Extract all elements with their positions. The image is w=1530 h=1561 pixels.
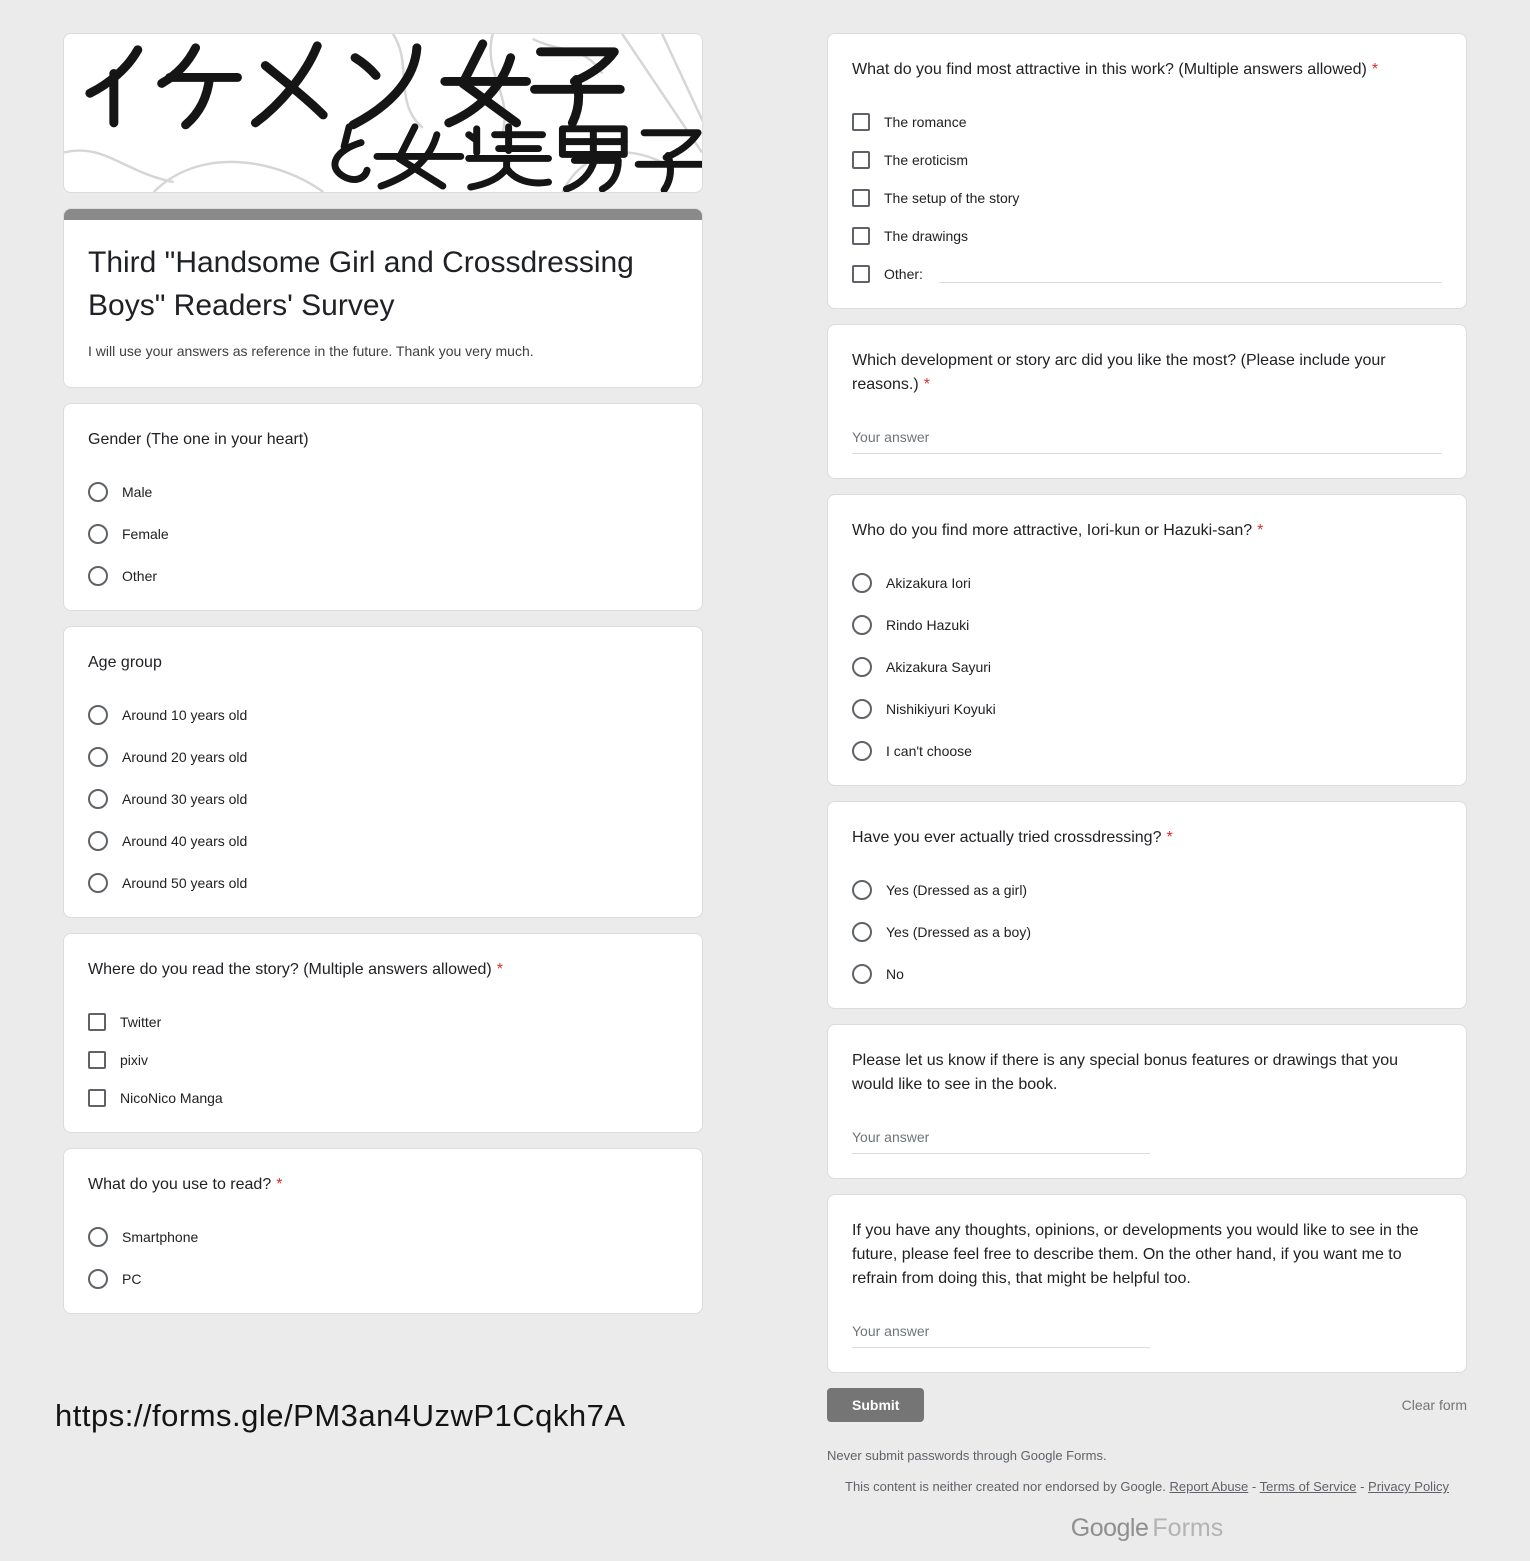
- checkbox-option-twitter[interactable]: Twitter: [88, 1012, 678, 1032]
- radio-option-age-40[interactable]: Around 40 years old: [88, 831, 678, 851]
- question-card-tried-crossdressing: [827, 801, 1467, 1009]
- short-answer-field[interactable]: [852, 1323, 1150, 1348]
- checkbox-option-other[interactable]: Other:: [852, 264, 1442, 284]
- answer-placeholder: Your answer: [852, 1323, 930, 1339]
- question-card-favorite-arc: [827, 324, 1467, 479]
- radio-option-yes-boy[interactable]: Yes (Dressed as a boy): [852, 922, 1442, 942]
- question-title: Age group: [88, 654, 162, 671]
- form-header-image: [63, 33, 703, 193]
- radio-icon[interactable]: [88, 747, 108, 767]
- radio-option-rindo-hazuki[interactable]: Rindo Hazuki: [852, 615, 1442, 635]
- question-title: Where do you read the story? (Multiple answers allowed) *: [88, 961, 503, 978]
- other-text-input[interactable]: [939, 265, 1442, 283]
- radio-icon[interactable]: [88, 1227, 108, 1247]
- short-answer-field[interactable]: [852, 429, 1442, 454]
- option-list: [88, 1227, 678, 1289]
- radio-option-cant-choose[interactable]: I can't choose: [852, 741, 1442, 761]
- question-card-where-read: [63, 933, 703, 1133]
- header-title-strokes: [90, 44, 620, 125]
- link-separator: -: [1251, 1479, 1257, 1494]
- form-title: Third "Handsome Girl and Crossdressing Boys" Readers' Survey: [88, 246, 634, 322]
- question-title: Have you ever actually tried crossdressing? *: [852, 829, 1173, 846]
- radio-option-male[interactable]: Male: [88, 482, 678, 502]
- question-card-device: [63, 1148, 703, 1314]
- checkbox-icon[interactable]: [852, 113, 870, 131]
- form-description: I will use your answers as reference in the future. Thank you very much.: [88, 343, 534, 359]
- required-asterisk: *: [1166, 829, 1173, 846]
- radio-option-nishikiyuri-koyuki[interactable]: Nishikiyuri Koyuki: [852, 699, 1442, 719]
- forms-logo-text: Forms: [1152, 1514, 1224, 1542]
- radio-icon[interactable]: [852, 741, 872, 761]
- report-abuse-link[interactable]: Report Abuse: [1169, 1479, 1249, 1494]
- question-title: Who do you find more attractive, Iori-kun or Hazuki-san? *: [852, 522, 1264, 539]
- radio-option-akizakura-sayuri[interactable]: Akizakura Sayuri: [852, 657, 1442, 677]
- submit-button[interactable]: Submit: [827, 1388, 924, 1422]
- question-card-most-attractive: [827, 33, 1467, 309]
- disclaimer-text: This content is neither created nor endorsed by Google.: [845, 1479, 1166, 1494]
- radio-icon[interactable]: [852, 657, 872, 677]
- required-asterisk: *: [1371, 61, 1379, 78]
- radio-option-female[interactable]: Female: [88, 524, 678, 544]
- checkbox-icon[interactable]: [852, 189, 870, 207]
- footer-disclaimer: [827, 1479, 1467, 1494]
- radio-icon[interactable]: [88, 873, 108, 893]
- radio-icon[interactable]: [88, 705, 108, 725]
- radio-icon[interactable]: [88, 831, 108, 851]
- radio-icon[interactable]: [852, 922, 872, 942]
- required-asterisk: *: [1257, 522, 1264, 539]
- checkbox-option-drawings[interactable]: The drawings: [852, 226, 1442, 246]
- google-forms-logo: [827, 1514, 1467, 1543]
- radio-option-no[interactable]: No: [852, 964, 1442, 984]
- radio-option-smartphone[interactable]: Smartphone: [88, 1227, 678, 1247]
- question-card-age-group: [63, 626, 703, 918]
- form-title-card: [63, 208, 703, 388]
- option-list: [852, 112, 1442, 284]
- short-answer-field[interactable]: [852, 1129, 1150, 1154]
- radio-icon[interactable]: [88, 566, 108, 586]
- question-title: Which development or story arc did you like the most? (Please include your reasons.) *: [852, 352, 1386, 393]
- submit-row: [827, 1388, 1467, 1422]
- checkbox-option-setup[interactable]: The setup of the story: [852, 188, 1442, 208]
- radio-icon[interactable]: [852, 615, 872, 635]
- question-title: What do you use to read? *: [88, 1176, 283, 1193]
- checkbox-icon[interactable]: [852, 265, 870, 283]
- question-card-bonus-features: [827, 1024, 1467, 1179]
- radio-icon[interactable]: [852, 880, 872, 900]
- clear-form-link[interactable]: Clear form: [1401, 1397, 1467, 1413]
- required-asterisk: *: [496, 961, 503, 978]
- checkbox-icon[interactable]: [88, 1051, 106, 1069]
- link-separator: -: [1360, 1479, 1365, 1494]
- radio-icon[interactable]: [852, 964, 872, 984]
- theme-accent-bar: [64, 209, 702, 220]
- google-logo-text: Google: [1070, 1514, 1149, 1542]
- question-title: What do you find most attractive in this work? (Multiple answers allowed) *: [852, 61, 1379, 78]
- question-card-thoughts: [827, 1194, 1467, 1373]
- form-short-url: https://forms.gle/PM3an4UzwP1Cqkh7A: [55, 1398, 626, 1433]
- option-list: [852, 573, 1442, 761]
- question-title: If you have any thoughts, opinions, or developments you would like to see in the future, please feel free to describe them. On the other hand, if you want me to refrain from doing this, that might be helpful too.: [852, 1222, 1419, 1287]
- radio-option-age-20[interactable]: Around 20 years old: [88, 747, 678, 767]
- question-card-favorite-character: [827, 494, 1467, 786]
- radio-icon[interactable]: [852, 699, 872, 719]
- radio-option-pc[interactable]: PC: [88, 1269, 678, 1289]
- checkbox-icon[interactable]: [852, 227, 870, 245]
- password-warning: Never submit passwords through Google Forms.: [827, 1448, 1107, 1463]
- required-asterisk: *: [923, 376, 930, 393]
- radio-option-akizakura-iori[interactable]: Akizakura Iori: [852, 573, 1442, 593]
- privacy-policy-link[interactable]: Privacy Policy: [1368, 1479, 1449, 1494]
- option-list: [852, 880, 1442, 984]
- answer-placeholder: Your answer: [852, 1129, 930, 1145]
- header-title-strokes-line2: [335, 127, 702, 190]
- question-title: Gender (The one in your heart): [88, 431, 309, 448]
- radio-option-yes-girl[interactable]: Yes (Dressed as a girl): [852, 880, 1442, 900]
- checkbox-option-romance[interactable]: The romance: [852, 112, 1442, 132]
- option-list: [88, 1012, 678, 1108]
- radio-icon[interactable]: [88, 482, 108, 502]
- radio-icon[interactable]: [88, 789, 108, 809]
- header-artwork-svg: [64, 34, 702, 192]
- checkbox-icon[interactable]: [852, 151, 870, 169]
- terms-of-service-link[interactable]: Terms of Service: [1259, 1479, 1357, 1494]
- checkbox-option-eroticism[interactable]: The eroticism: [852, 150, 1442, 170]
- option-list: [88, 482, 678, 586]
- checkbox-option-niconico[interactable]: NicoNico Manga: [88, 1088, 678, 1108]
- required-asterisk: *: [276, 1176, 283, 1193]
- radio-icon[interactable]: [88, 524, 108, 544]
- checkbox-option-pixiv[interactable]: pixiv: [88, 1050, 678, 1070]
- answer-placeholder: Your answer: [852, 429, 930, 445]
- checkbox-icon[interactable]: [88, 1013, 106, 1031]
- radio-option-age-30[interactable]: Around 30 years old: [88, 789, 678, 809]
- form-left-column: [63, 33, 703, 1329]
- radio-icon[interactable]: [852, 573, 872, 593]
- option-list: [88, 705, 678, 893]
- radio-icon[interactable]: [88, 1269, 108, 1289]
- form-right-column: [827, 33, 1467, 1543]
- radio-option-age-50[interactable]: Around 50 years old: [88, 873, 678, 893]
- radio-option-age-10[interactable]: Around 10 years old: [88, 705, 678, 725]
- checkbox-icon[interactable]: [88, 1089, 106, 1107]
- radio-option-other-gender[interactable]: Other: [88, 566, 678, 586]
- question-title: Please let us know if there is any special bonus features or drawings that you would like to see in the book.: [852, 1052, 1399, 1093]
- question-card-gender: [63, 403, 703, 611]
